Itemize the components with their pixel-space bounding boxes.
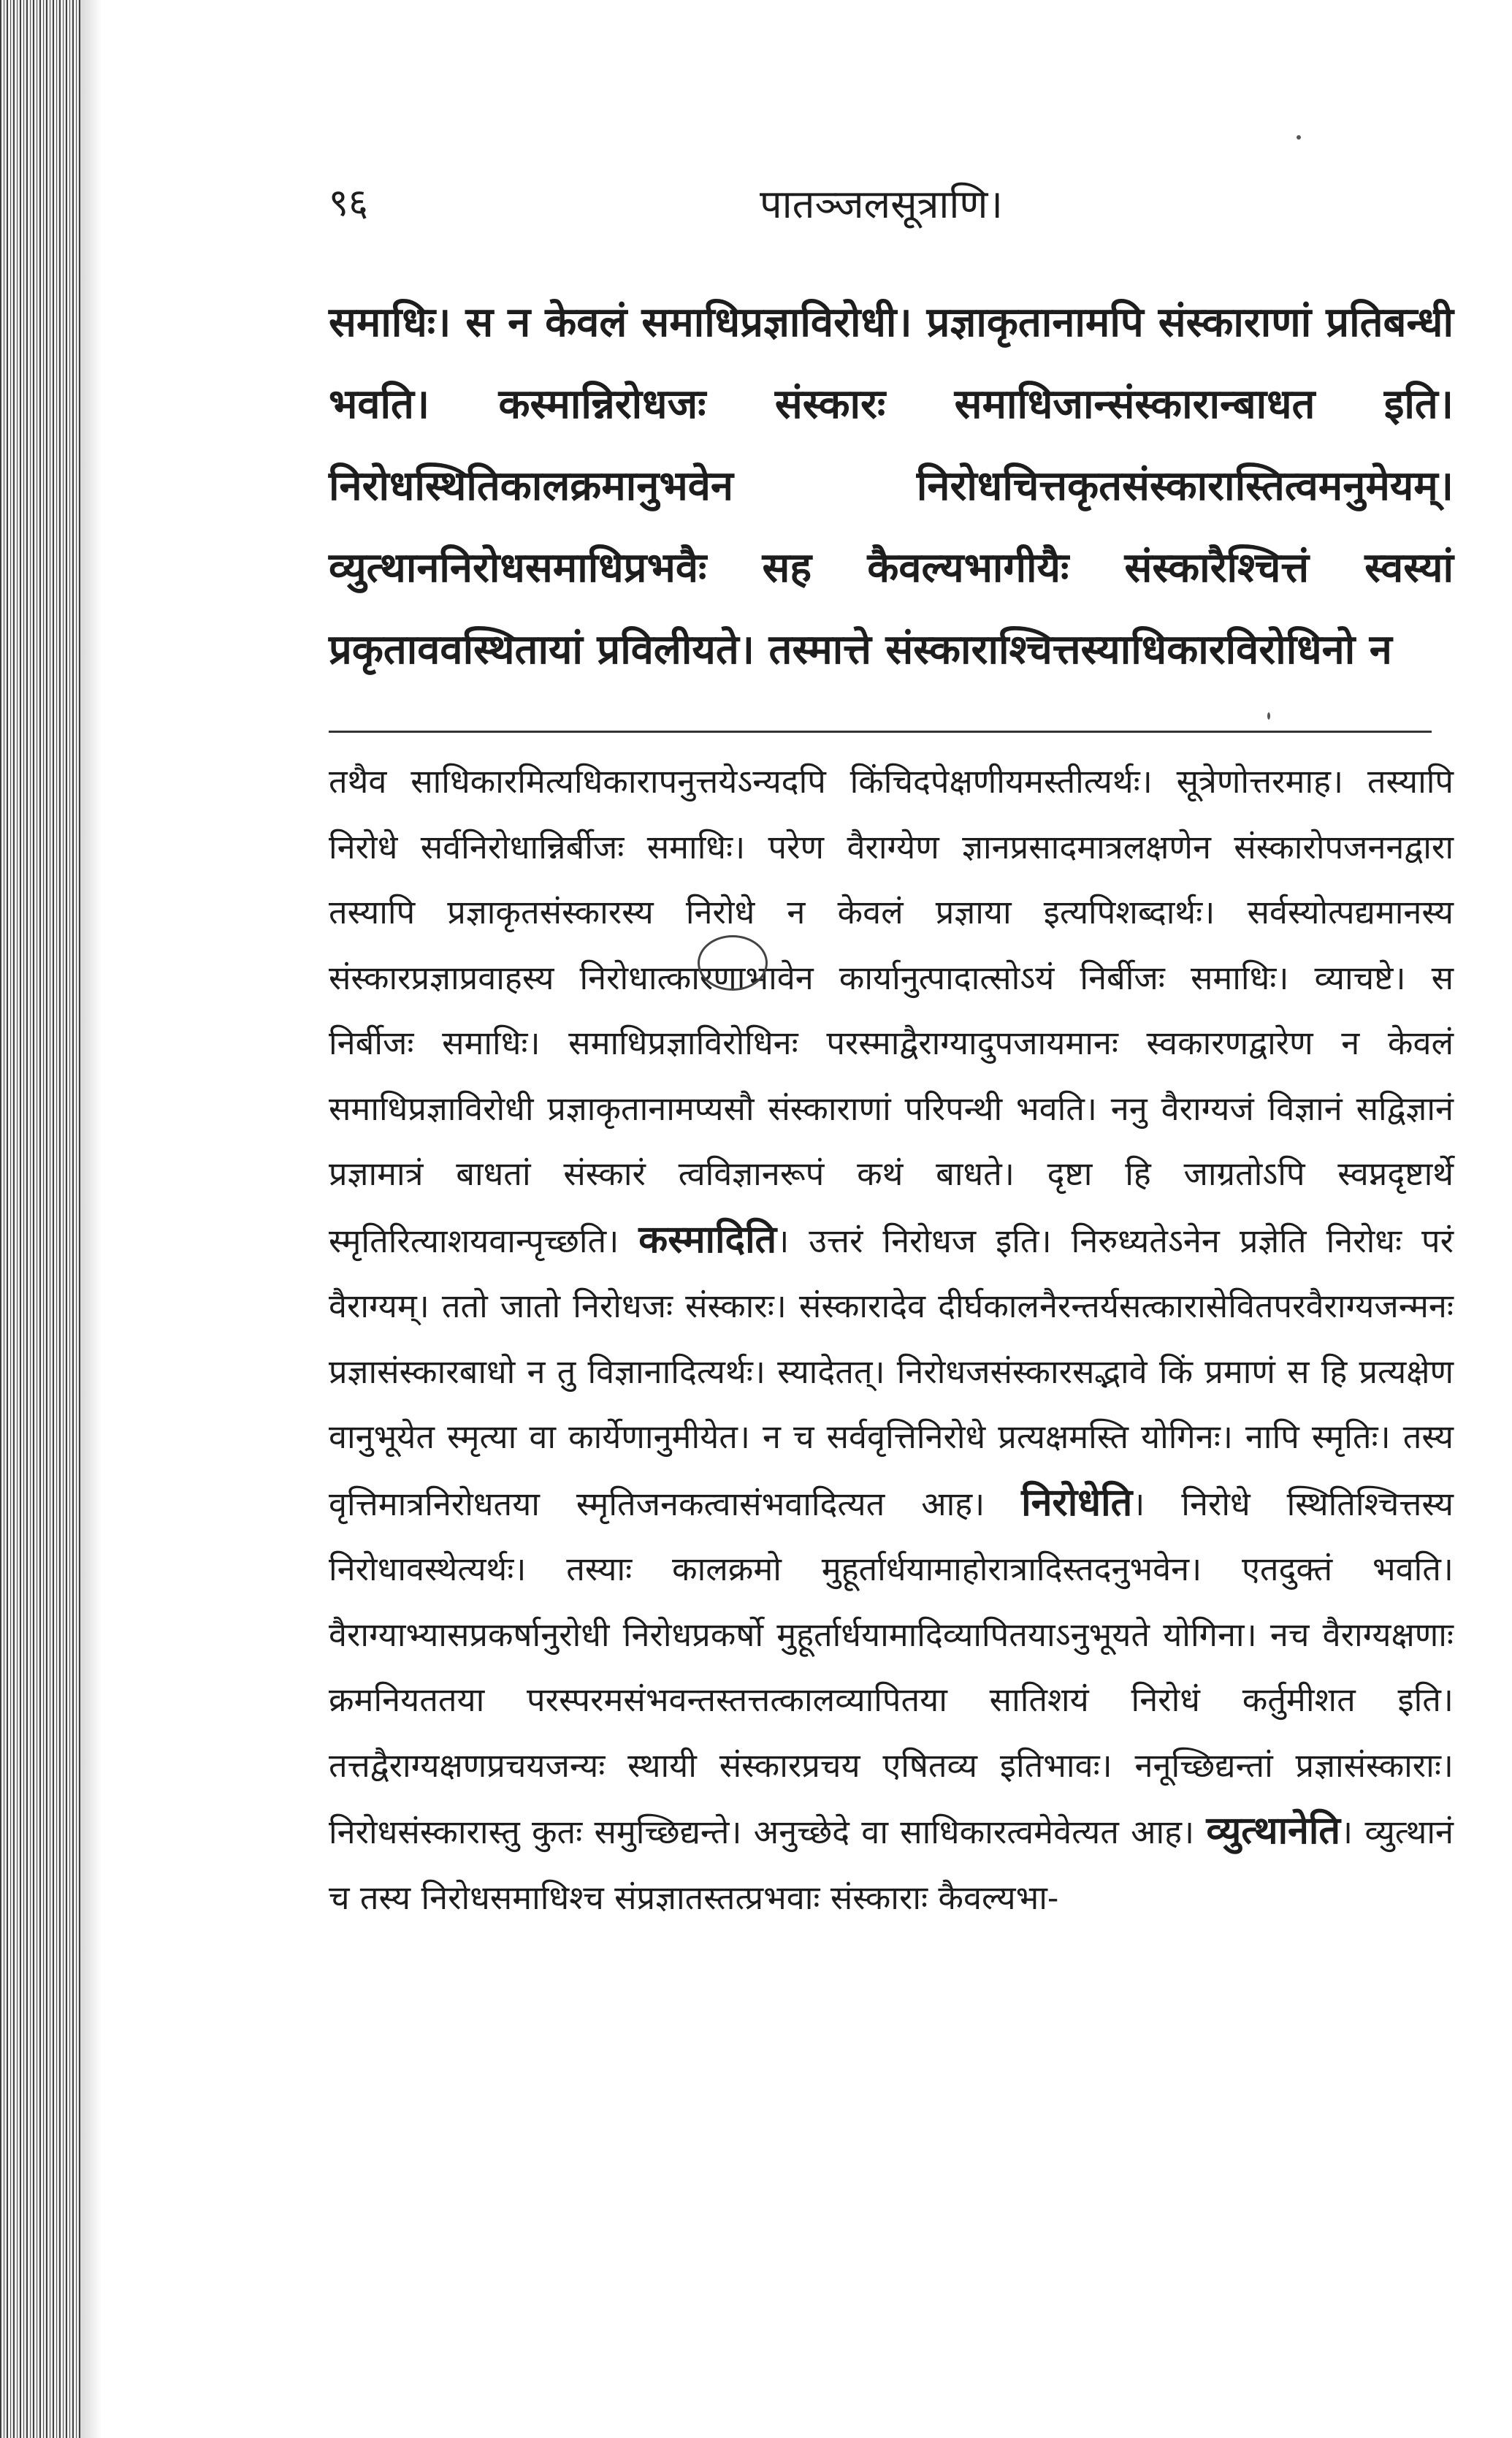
pratika-term: कस्मादिति — [638, 1216, 777, 1262]
running-title: पातञ्जलसूत्राणि। — [760, 181, 1003, 227]
commentary-segment: । व्युत्थानं च तस्य निरोधसमाधिश्च संप्रज्ञातस्तत्प्रभवाः संस्काराः कैवल्यभा- — [329, 1813, 1454, 1917]
commentary-segment: । निरोधे स्थितिश्चित्तस्य निरोधावस्थेत्यर्थः। तस्याः कालक्रमो मुहूर्तार्धयामाहोरात्रादिस्तदनुभवेन। एतदुक्तं भवति। वैराग्याभ्यासप्रकर्षानुरोधी निरोधप्रकर्षो मुहूर्तार्धयामादिव्यापितयाऽनुभूयते योगिना। नच वैराग्यक्षणाः क्रमनियततया परस्परमसंभवन्तस्तत्तत्कालव्यापितया सातिशयं निरोधं कर्तुमीशत इति। तत्तद्वैराग्यक्षणप्रचयजन्यः स्थायी संस्कारप्रचय एषितव्य इतिभावः। ननूच्छिद्यन्तां प्रज्ञासंस्काराः। निरोधसंस्कारास्तु कुतः समुच्छिद्यन्ते। अनुच्छेदे वा साधिकारत्वमेवेत्यत आह। — [329, 1484, 1454, 1851]
commentary-segment: तथैव साधिकारमित्यधिकारापनुत्तयेऽन्यदपि किंचिदपेक्षणीयमस्तीत्यर्थः। सूत्रेणोत्तरमाह। तस्यापि निरोधे सर्वनिरोधान्निर्बीजः समाधिः। परेण वैराग्येण ज्ञानप्रसादमात्रलक्षणेन संस्कारोपजननद्वारा तस्यापि प्रज्ञाकृतसंस्कारस्य निरोधे न केवलं प्रज्ञाया इत्यपिशब्दार्थः। सर्वस्योत्पद्यमानस्य संस्कारप्रज्ञाप्रवाहस्य निरोधात्कारणाभावेन कार्यानुत्पादात्सोऽयं निर्बीजः समाधिः। व्याचष्टे। स निर्बीजः समाधिः। समाधिप्रज्ञाविरोधिनः परस्माद्वैराग्यादुपजायमानः स्वकारणद्वारेण न केवलं समाधिप्रज्ञाविरोधी प्रज्ञाकृतानामप्यसौ संस्काराणां परिपन्थी भवति। ननु वैराग्यजं विज्ञानं सद्विज्ञानं प्रज्ञामात्रं बाधतां संस्कारं त्वविज्ञानरूपं कथं बाधते। दृष्टा हि जाग्रतोऽपि स्वप्नदृष्टार्थे स्मृतिरित्याशयवान्पृच्छति। — [329, 762, 1454, 1260]
handwritten-circle-mark — [698, 935, 768, 991]
pratika-term: निरोधेति — [1021, 1479, 1133, 1525]
binding-shadow — [80, 0, 102, 2438]
scan-speck — [1297, 135, 1301, 140]
section-divider — [329, 731, 1432, 733]
sutra-text-block: समाधिः। स न केवलं समाधिप्रज्ञाविरोधी। प्रज्ञाकृतानामपि संस्काराणां प्रतिबन्धी भवति। कस्मान्निरोधजः संस्कारः समाधिजान्संस्कारान्बाधत इति। निरोधस्थितिकालक्रमानुभवेन निरोधचित्तकृतसंस्कारास्तित्वमनुमेयम्। व्युत्थाननिरोधसमाधिप्रभवैः सह कैवल्यभागीयैः संस्कारैश्चित्तं स्वस्यां प्रकृताववस्थितायां प्रविलीयते। तस्मात्ते संस्काराश्चित्तस्याधिकारविरोधिनो न — [329, 298, 1454, 674]
commentary-segment: । उत्तरं निरोधज इति। निरुध्यतेऽनेन प्रज्ञेति निरोधः परं वैराग्यम्। ततो जातो निरोधजः संस्कारः। संस्कारादेव दीर्घकालनैरन्तर्यसत्कारासेवितपरवैराग्यजन्मनः प्रज्ञासंस्कारबाधो न तु विज्ञानादित्यर्थः। स्यादेतत्। निरोधजसंस्कारसद्भावे किं प्रमाणं स हि प्रत्यक्षेण वानुभूयेत स्मृत्या वा कार्येणानुमीयेत। न च सर्ववृत्तिनिरोधे प्रत्यक्षमस्ति योगिनः। नापि स्मृतिः। तस्य वृत्तिमात्रनिरोधतया स्मृतिजनकत्वासंभवादित्यत आह। — [329, 1221, 1454, 1523]
page-number: ९६ — [329, 181, 369, 225]
pratika-term: व्युत्थानेति — [1206, 1808, 1341, 1853]
scan-speck — [1267, 712, 1270, 720]
book-binding-edge — [0, 0, 80, 2438]
commentary-block — [329, 749, 1454, 1930]
page-header — [329, 175, 1424, 241]
